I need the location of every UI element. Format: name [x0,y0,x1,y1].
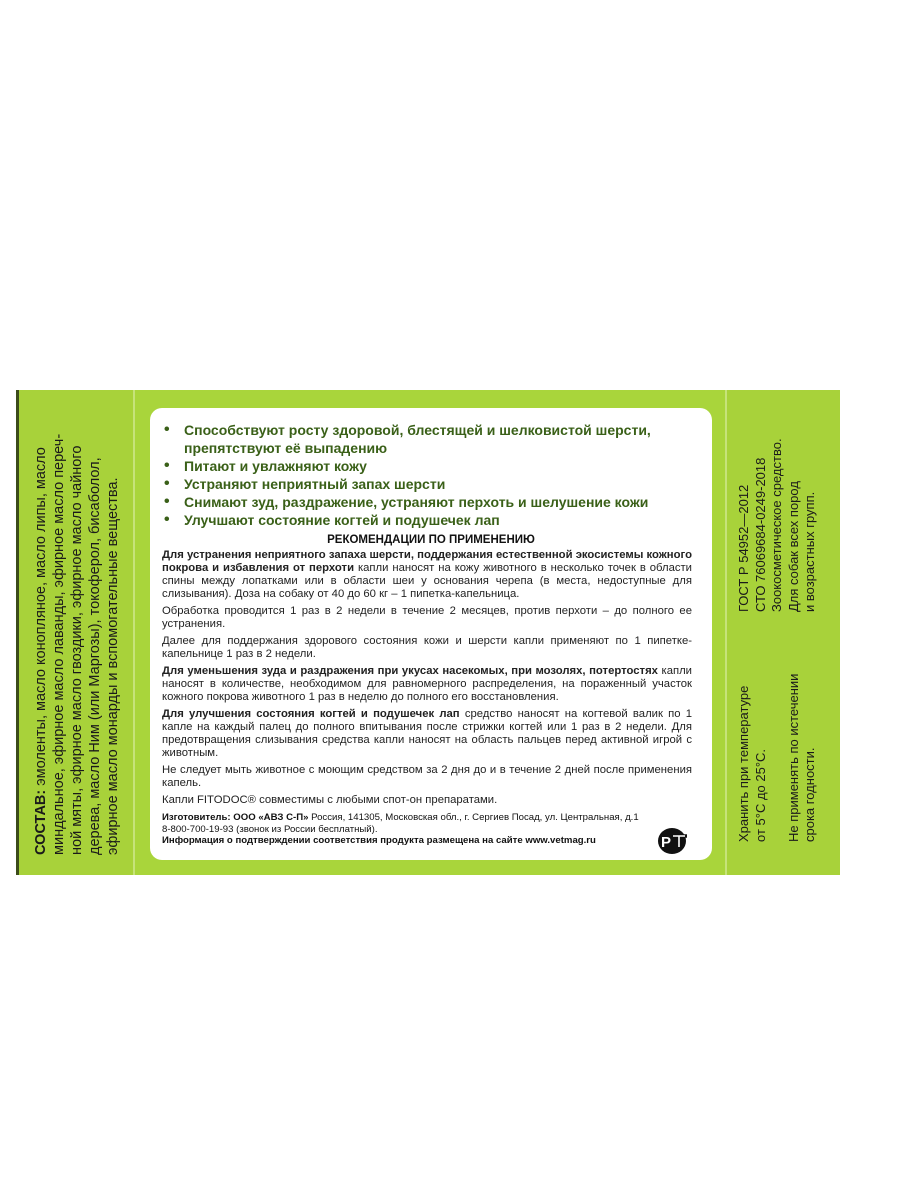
rst-certification-icon [656,826,692,856]
benefit-text: Способствуют росту здоровой, блестящей и шелковистой шерсти, [184,422,651,438]
paragraph-schedule: Обработка проводится 1 раз в 2 недели в течение 2 месяцев, против перхоти – до полного ее устранения. [162,605,692,630]
benefits-list [164,421,704,529]
product-target-2: и возрастных групп. [802,491,817,612]
paragraph-odor-bold: Для устранения неприятного запаха шерсти, поддержания естественной экосистемы кожного покрова и избавления от перхоти [162,549,692,574]
composition-line-4: дерева, масло Ним (или Маргозы), токоферол, бисаболол, [87,457,103,855]
paragraph-claws-bold: Для улучшения состояния когтей и подушечек лап [162,708,460,720]
paragraph-odor [162,549,692,601]
paragraph-washing: Не следует мыть животное с моющим средством за 2 дня до и в течение 2 дней после применения капель. [162,764,692,789]
standard-gost: ГОСТ Р 54952—2012 [736,484,751,612]
product-type: Зоокосметическое средство. [769,438,784,612]
benefit-item [164,511,704,529]
paragraph-claws [162,708,692,760]
paragraph-claws-text: средство наносят на когтевой валик по 1 капле на каждый палец до полного впитывания после стрижки когтей или 1 раз в 2 недели. Для предотвращения слизывания средства капли наносят на область пальцев перед активной игрой с животным. [162,708,693,759]
composition-text [32,434,122,855]
fold-line-right [725,390,727,875]
benefit-item [164,421,704,457]
composition-line-3: ной мяты, эфирное масло гвоздики, эфирное масло чайного [69,445,85,855]
certification-info: Информация о подтверждении соответствия продукта размещена на сайте www.vetmag.ru [162,835,596,846]
expiry-line-2: срока годности. [802,747,817,842]
benefit-item [164,475,704,493]
storage-text [736,674,819,842]
benefit-item [164,457,704,475]
benefit-text: Снимают зуд, раздражение, устраняют перхоть и шелушение кожи [184,494,649,510]
storage-line-2: от 5°С до 25°С. [752,748,768,842]
recommendations-heading: РЕКОМЕНДАЦИИ ПО ПРИМЕНЕНИЮ [327,534,535,546]
paragraph-odor-text: капли наносят на кожу животного в несколько точек в области спины между лопатками или в области шеи у основания черепа (в места, недоступные для слизывания). Доза на собаку от 40 до 60 кг – 1 пипетка-капельница. [162,562,692,600]
composition-label: СОСТАВ: [33,789,49,855]
manufacturer-phone: 8-800-700-19-93 (звонок из России бесплатный). [162,823,378,835]
benefit-text: Питают и увлажняют кожу [184,458,367,474]
standards-text [736,438,819,612]
manufacturer-info [162,812,662,847]
composition-line-1: эмоленты, масло конопляное, масло липы, масло [33,447,49,790]
standard-sto: СТО 76069684-0249-2018 [752,457,768,612]
paragraph-compatibility: Капли FITODOC® совместимы с любыми спот-он препаратами. [162,794,498,806]
manufacturer-name: ООО «АВЗ С-П» [230,812,309,823]
storage-spacer [769,674,786,842]
expiry-line-1: Не применять по истечении [785,673,801,842]
benefit-text: Устраняют неприятный запах шерсти [184,476,446,492]
manufacturer-label: Изготовитель: [162,812,231,823]
benefit-item [164,493,704,511]
box-edge [16,390,19,875]
benefit-text: Улучшают состояние когтей и подушечек лап [184,512,500,528]
paragraph-itch [162,665,692,704]
composition-line-2: миндальное, эфирное масло лаванды, эфирное масло переч- [51,433,67,855]
paragraph-itch-text: капли наносят в количестве, необходимом для равномерного распределения, на пораженный участок кожного покрова животного 1 раз в неделю до полного его восстановления. [162,665,692,703]
storage-line-1: Хранить при температуре [736,685,751,842]
svg-text:P: P [661,834,672,851]
fold-line-left [133,390,135,875]
instructions-body [162,549,692,812]
paragraph-maintenance: Далее для поддержания здорового состояния кожи и шерсти капли применяют по 1 пипетке-капельнице 1 раз в 2 недели. [162,635,692,660]
benefit-text-cont: препятствуют её выпадению [184,440,388,456]
composition-line-5: эфирное масло монарды и вспомогательные вещества. [105,477,121,855]
product-target: Для собак всех пород [785,481,801,612]
manufacturer-address: Россия, 141305, Московская обл., г. Сергиев Посад, ул. Центральная, д.1 [308,812,639,823]
paragraph-itch-bold: Для уменьшения зуда и раздражения при укусах насекомых, при мозолях, потертостях [162,665,658,677]
